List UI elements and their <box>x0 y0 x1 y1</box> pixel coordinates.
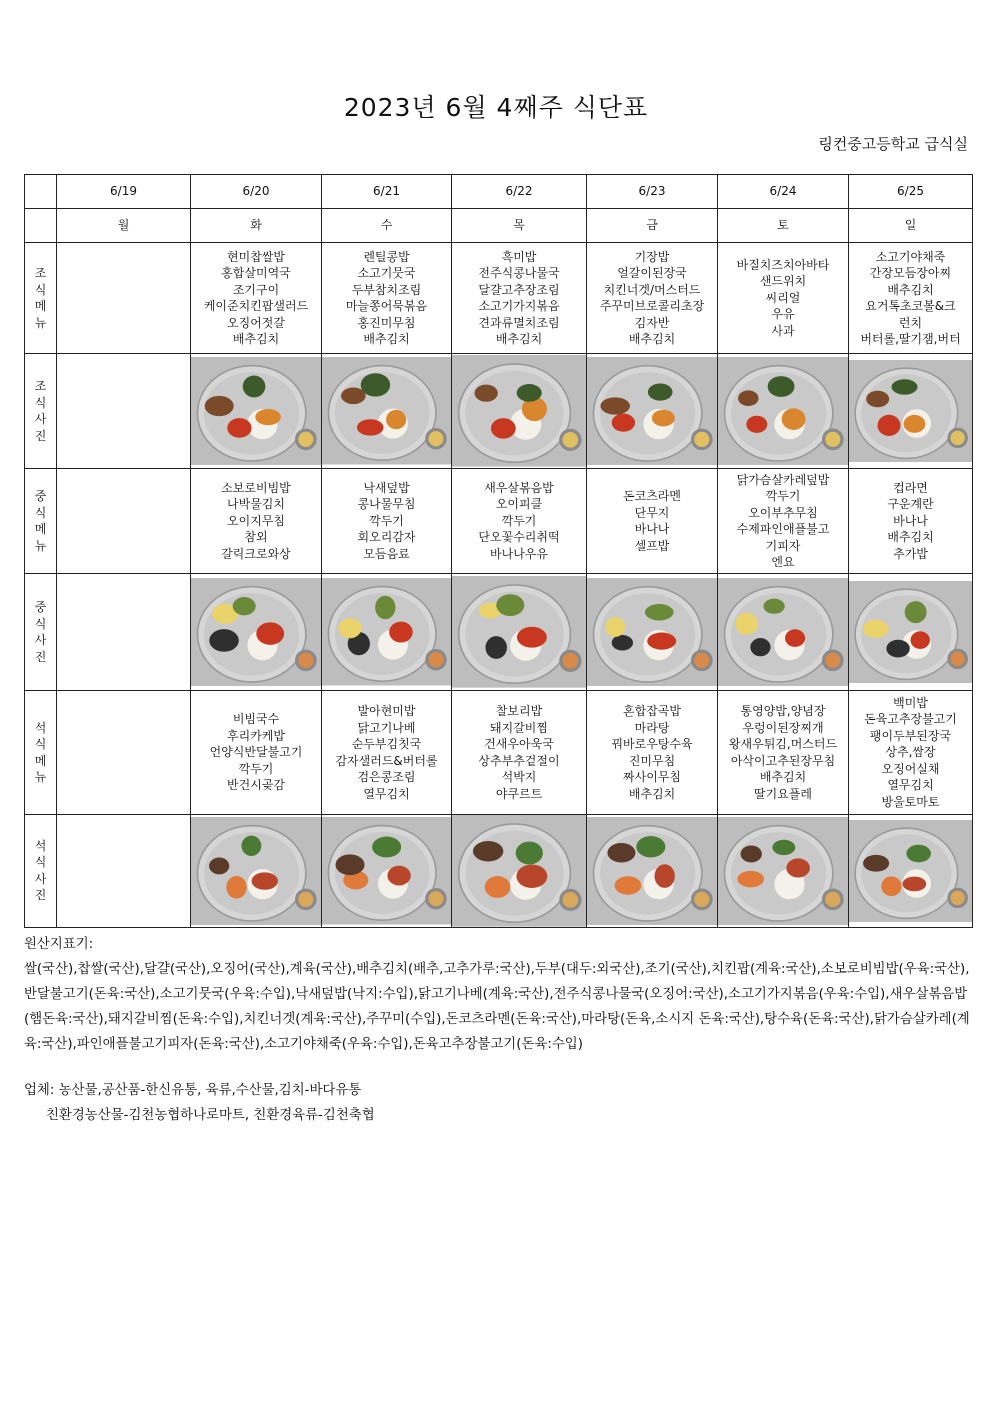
menu-cell <box>322 243 452 354</box>
photo-frame <box>849 360 972 463</box>
menu-item: 왕새우튀김,머스터드 <box>728 737 838 751</box>
menu-item: 수제파인애플불고 <box>736 522 830 536</box>
meal-tray-image <box>322 357 451 465</box>
menu-item: 치킨너겟/머스터드 <box>603 282 701 297</box>
menu-item: 달걀고추장조림 <box>478 282 560 297</box>
photo-frame <box>452 576 586 688</box>
menu-item: 간장모듬장아찌 <box>869 266 952 280</box>
menu-item: 배추김치 <box>628 332 676 346</box>
menu-item: 오징어젓갈 <box>227 315 285 330</box>
menu-item: 돈코츠라멘 <box>623 489 681 503</box>
menu-item: 소고기가지볶음 <box>478 299 560 313</box>
menu-item: 배추김치 <box>363 332 410 346</box>
meal-photo <box>191 354 322 469</box>
menu-item: 마늘쫑어묵볶음 <box>345 299 428 313</box>
date-cell: 6/21 <box>322 175 452 209</box>
date-cell: 6/24 <box>718 175 849 209</box>
menu-item: 혼합잡곡밥 <box>623 704 681 718</box>
photo-frame <box>191 578 321 686</box>
row-label-char: 석 <box>34 838 47 853</box>
photo-frame <box>322 357 451 465</box>
photo-frame <box>718 357 848 465</box>
menu-item: 꿔바로우탕수육 <box>611 737 693 751</box>
weekday-cell: 월 <box>57 209 191 243</box>
weekday-cell: 토 <box>718 209 849 243</box>
menu-item: 건새우아욱국 <box>484 737 554 751</box>
menu-item: 깍두기 <box>369 513 404 528</box>
menu-cell <box>57 243 191 354</box>
menu-item: 배추김치 <box>887 530 934 545</box>
menu-cell <box>718 469 849 574</box>
menu-cell <box>587 469 718 574</box>
date-cell: 6/22 <box>452 175 587 209</box>
menu-item: 닭고기나베 <box>357 720 416 735</box>
menu-cell <box>587 691 718 815</box>
menu-item: 아삭이고추된장무침 <box>730 753 836 768</box>
meal-photo <box>452 574 587 691</box>
meal-photo <box>849 815 973 928</box>
row-label <box>25 574 57 691</box>
menu-item: 비빔국수 <box>232 712 280 727</box>
meal-tray-image <box>452 815 586 927</box>
row-label-char: 조 <box>34 379 47 393</box>
menu-cell <box>322 469 452 574</box>
menu-item: 상추부추겉절이 <box>478 753 560 768</box>
menu-item: 백미밥 <box>893 695 928 710</box>
row-label-char: 석 <box>34 720 47 735</box>
menu-item: 견과류멸치조림 <box>478 315 560 330</box>
meal-photo <box>849 354 973 469</box>
menu-item: 방울토마토 <box>881 794 940 809</box>
menu-cell <box>452 469 587 574</box>
menu-cell <box>587 243 718 354</box>
menu-item: 두부참치조림 <box>351 282 422 297</box>
photo-cell-empty <box>57 815 191 928</box>
row-label-char: 조 <box>34 266 47 280</box>
menu-item: 렌틸콩밥 <box>363 249 410 264</box>
date-cell: 6/19 <box>57 175 191 209</box>
menu-item: 갈릭크로와상 <box>221 546 291 561</box>
meal-photo <box>587 354 718 469</box>
meal-photo <box>587 574 718 691</box>
menu-item: 바나나 <box>893 513 928 528</box>
menu-item: 후리카케밥 <box>227 728 285 743</box>
row-label-char: 식 <box>34 505 47 520</box>
menu-item: 홍합살미역국 <box>221 266 291 280</box>
menu-item: 전주식콩나물국 <box>478 266 560 280</box>
menu-item: 배추김치 <box>628 786 676 801</box>
menu-item: 홍진미무침 <box>357 315 416 330</box>
row-label <box>25 354 57 469</box>
breakfast-menu-row <box>25 243 973 354</box>
menu-item: 구운계란 <box>887 497 934 512</box>
menu-cell <box>57 469 191 574</box>
row-label-char: 진 <box>34 649 47 664</box>
menu-item: 딸기요플레 <box>754 786 812 801</box>
menu-item: 바나나 <box>634 522 670 536</box>
menu-item: 김자반 <box>634 315 670 330</box>
corner-cell <box>25 209 57 243</box>
meal-tray-image <box>322 578 451 686</box>
menu-item: 배추김치 <box>232 332 280 346</box>
photo-frame <box>587 817 717 925</box>
meal-tray-image <box>587 357 717 465</box>
dinner-menu-row <box>25 691 973 815</box>
menu-item: 회오리감자 <box>357 530 416 545</box>
menu-item: 우유 <box>771 307 795 322</box>
menu-item: 순두부김칫국 <box>351 737 422 751</box>
menu-cell <box>849 243 973 354</box>
menu-item: 낙새덮밥 <box>363 480 410 495</box>
vendor-info <box>24 1078 972 1128</box>
row-label-char: 메 <box>34 522 47 536</box>
row-label-char: 메 <box>34 299 47 313</box>
menu-item: 요거톡초코볼&크 <box>865 299 956 313</box>
date-cell: 6/25 <box>849 175 973 209</box>
menu-item: 열무김치 <box>363 786 410 801</box>
menu-item: 사과 <box>771 323 795 338</box>
meal-photo <box>452 815 587 928</box>
row-label-char: 메 <box>34 753 47 768</box>
weekday-row <box>25 209 973 243</box>
menu-item: 오이부추무침 <box>748 505 818 520</box>
row-label <box>25 815 57 928</box>
menu-cell <box>191 691 322 815</box>
menu-cell <box>322 691 452 815</box>
menu-item: 단오꽃수리취떡 <box>478 530 560 545</box>
menu-item: 오이피클 <box>495 497 543 512</box>
menu-item: 팽이두부된장국 <box>869 728 952 743</box>
menu-item: 찰보리밥 <box>495 704 543 718</box>
menu-cell <box>452 691 587 815</box>
menu-item: 새우살볶음밥 <box>484 480 554 495</box>
menu-item: 씨리얼 <box>765 290 801 305</box>
menu-item: 감자샐러드&버터롤 <box>335 753 438 768</box>
origin-label: 원산지표기: <box>24 937 94 952</box>
meal-tray-image <box>849 360 972 463</box>
menu-item: 조기구이 <box>232 282 280 297</box>
photo-frame <box>718 578 848 686</box>
menu-item: 배추김치 <box>495 332 543 346</box>
photo-frame <box>191 357 321 465</box>
menu-item: 흑미밥 <box>501 249 537 264</box>
row-label-char: 식 <box>34 395 47 410</box>
menu-cell <box>718 243 849 354</box>
menu-item: 돼지갈비찜 <box>490 720 548 735</box>
meal-photo <box>322 815 452 928</box>
meal-photo <box>849 574 973 691</box>
photo-frame <box>587 578 717 686</box>
meal-tray-image <box>718 817 848 925</box>
menu-item: 샌드위치 <box>759 274 807 289</box>
weekday-cell: 목 <box>452 209 587 243</box>
date-cell: 6/23 <box>587 175 718 209</box>
meal-tray-image <box>849 581 972 684</box>
photo-frame <box>587 357 717 465</box>
menu-item: 깍두기 <box>238 761 274 776</box>
weekday-cell: 수 <box>322 209 452 243</box>
meal-photo <box>718 815 849 928</box>
weekday-cell: 일 <box>849 209 973 243</box>
meal-tray-image <box>718 357 848 465</box>
menu-cell <box>57 691 191 815</box>
menu-item: 기장밥 <box>634 249 670 264</box>
meal-photo <box>452 354 587 469</box>
meal-tray-image <box>322 817 451 925</box>
row-label <box>25 691 57 815</box>
menu-item: 언양식반달불고기 <box>209 745 303 760</box>
row-label-char: 뉴 <box>34 315 47 330</box>
photo-frame <box>452 815 586 927</box>
origin-notes <box>24 932 972 1057</box>
menu-item: 깍두기 <box>765 489 801 503</box>
menu-item: 상추,쌈장 <box>885 745 936 760</box>
school-name: 링컨중고등학교 급식실 <box>818 135 968 153</box>
menu-item: 모듬음료 <box>363 546 410 561</box>
menu-cell <box>191 469 322 574</box>
menu-item: 현미찹쌀밥 <box>227 249 285 264</box>
meal-tray-image <box>849 820 972 923</box>
photo-frame <box>718 817 848 925</box>
menu-item: 바질치즈치아바타 <box>736 257 830 272</box>
photo-cell-empty <box>57 574 191 691</box>
menu-cell <box>452 243 587 354</box>
weekday-cell: 금 <box>587 209 718 243</box>
vendor-line-2: 친환경농산물-김천농협하나로마트, 친환경육류-김천축협 <box>46 1108 375 1123</box>
menu-item: 얼갈이된장국 <box>617 266 687 280</box>
page-title: 2023년 6월 4째주 식단표 <box>343 93 649 122</box>
menu-item: 단무지 <box>634 505 670 520</box>
row-label-char: 뉴 <box>34 538 47 553</box>
meal-tray-image <box>452 355 586 467</box>
menu-item: 돈육고추장불고기 <box>864 712 957 727</box>
menu-item: 반건시곶감 <box>227 778 285 793</box>
menu-table <box>24 174 973 928</box>
menu-item: 닭가슴살카레덮밥 <box>736 472 830 487</box>
menu-item: 우렁이된장찌개 <box>742 720 824 735</box>
row-label-char: 진 <box>34 888 47 903</box>
meal-tray-image <box>718 578 848 686</box>
menu-item: 참외 <box>244 530 268 545</box>
row-label-char: 식 <box>34 855 47 870</box>
meal-photo <box>718 574 849 691</box>
menu-item: 버터롤,딸기잼,버터 <box>860 332 961 346</box>
menu-item: 런치 <box>898 315 923 330</box>
menu-item: 콩나물무침 <box>357 497 416 512</box>
meal-photo <box>718 354 849 469</box>
photo-frame <box>322 817 451 925</box>
dinner-photo-row <box>25 815 973 928</box>
menu-item: 마라탕 <box>634 720 670 735</box>
row-label-char: 사 <box>34 412 47 426</box>
meal-tray-image <box>191 578 321 686</box>
row-label-char: 식 <box>34 737 47 751</box>
corner-cell <box>25 175 57 209</box>
menu-item: 배추김치 <box>887 282 934 297</box>
menu-item: 야쿠르트 <box>495 786 543 801</box>
menu-item: 발아현미밥 <box>357 704 416 718</box>
menu-item: 케이준치킨팝샐러드 <box>203 299 309 313</box>
menu-item: 배추김치 <box>759 770 807 784</box>
row-label-char: 식 <box>34 616 47 631</box>
row-label-char: 중 <box>34 600 47 614</box>
row-label-char: 진 <box>34 428 47 443</box>
menu-item: 소보로비빔밥 <box>221 480 291 495</box>
menu-item: 오징어실채 <box>881 761 940 776</box>
row-label-char: 사 <box>34 871 47 886</box>
menu-item: 컵라면 <box>893 480 928 495</box>
photo-frame <box>452 355 586 467</box>
menu-item: 통영양밥,양념장 <box>740 704 826 718</box>
row-label <box>25 243 57 354</box>
menu-item: 소고기뭇국 <box>357 266 416 280</box>
menu-item: 주꾸미브로콜리초장 <box>599 299 705 313</box>
photo-frame <box>849 820 972 923</box>
menu-item: 열무김치 <box>887 778 934 793</box>
meal-photo <box>587 815 718 928</box>
origin-text: 쌀(국산),찹쌀(국산),달걀(국산),오징어(국산),계육(국산),배추김치(배추,고추가루:국산),두부(대두:외국산),조기(국산),치킨팝(계육:국산),소보로비빔밥(우육:국산),반달불고기(돈육:국산),소고기뭇국(우육:수입),낙새덮밥(낙지:수입),닭고기나베(계육:국산),전주식콩나물국(오징어:국산),소고기가지볶음(우육:수입),새우살볶음밥(햄돈육:국산),돼지갈비찜(돈육:수입),치킨너겟(계육:국산),주꾸미(수입),돈코츠라멘(돈육:국산),마라탕(돈육,소시지 돈육:국산),탕수육(돈육:국산),닭가슴살카레(계육:국산),파인애플불고기피자(돈육:국산),소고기야채죽(우육:수입),돈육고추장불고기(돈육:수입) <box>24 962 970 1052</box>
meal-photo <box>322 354 452 469</box>
menu-item: 나박물김치 <box>227 497 285 512</box>
date-row <box>25 175 973 209</box>
weekday-cell: 화 <box>191 209 322 243</box>
meal-tray-image <box>452 576 586 688</box>
photo-frame <box>849 581 972 684</box>
photo-frame <box>322 578 451 686</box>
meal-photo <box>191 574 322 691</box>
vendor-line-1: 업체: 농산물,공산품-한신유통, 육류,수산물,김치-바다유통 <box>24 1083 362 1098</box>
menu-item: 오이지무침 <box>227 513 285 528</box>
meal-tray-image <box>191 817 321 925</box>
meal-tray-image <box>191 357 321 465</box>
photo-frame <box>191 817 321 925</box>
menu-item: 짜사이무침 <box>623 770 681 784</box>
menu-cell <box>849 691 973 815</box>
menu-item: 바나나우유 <box>490 546 548 561</box>
menu-item: 진미무침 <box>628 753 676 768</box>
menu-item: 셀프밥 <box>634 538 670 553</box>
meal-tray-image <box>587 578 717 686</box>
row-label <box>25 469 57 574</box>
row-label-char: 식 <box>34 282 47 297</box>
menu-item: 소고기야채죽 <box>875 249 946 264</box>
breakfast-photo-row <box>25 354 973 469</box>
row-label-char: 뉴 <box>34 770 47 784</box>
menu-item: 석박지 <box>501 770 537 784</box>
meal-tray-image <box>587 817 717 925</box>
meal-photo <box>322 574 452 691</box>
lunch-menu-row <box>25 469 973 574</box>
menu-cell <box>849 469 973 574</box>
menu-item: 기피자 <box>765 538 801 553</box>
meal-photo <box>191 815 322 928</box>
date-cell: 6/20 <box>191 175 322 209</box>
menu-item: 깍두기 <box>501 513 537 528</box>
row-label-char: 사 <box>34 633 47 647</box>
photo-cell-empty <box>57 354 191 469</box>
menu-item: 검은콩조림 <box>357 770 416 784</box>
menu-item: 엔요 <box>771 555 795 569</box>
menu-cell <box>718 691 849 815</box>
row-label-char: 중 <box>34 489 47 503</box>
lunch-photo-row <box>25 574 973 691</box>
menu-cell <box>191 243 322 354</box>
menu-item: 추가밥 <box>893 546 928 561</box>
